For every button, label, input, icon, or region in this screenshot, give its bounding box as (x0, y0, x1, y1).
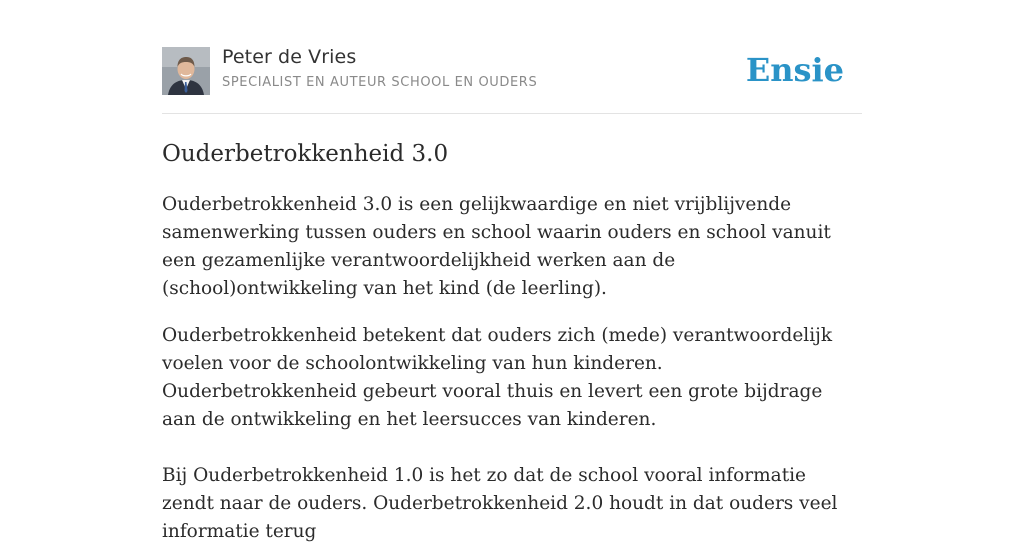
author-header (162, 46, 862, 114)
author-role: SPECIALIST EN AUTEUR SCHOOL EN OUDERS (222, 75, 538, 90)
article-paragraph: Ouderbetrokkenheid betekent dat ouders zich (mede) verantwoordelijk voelen voor de schoolontwikkeling van hun kinderen. Ouderbetrokkenheid gebeurt vooral thuis en levert een grote bijdrage aan de ontwikkeling en het leersucces van kinderen. (162, 325, 833, 430)
article-paragraph: Bij Ouderbetrokkenheid 1.0 is het zo dat de school vooral informatie zendt naar de ouders. Ouderbetrokkenheid 2.0 houdt in dat ouders veel informatie terug (162, 465, 838, 542)
article-title: Ouderbetrokkenheid 3.0 (162, 141, 449, 167)
author-name[interactable]: Peter de Vries (222, 46, 357, 68)
author-avatar[interactable] (162, 47, 210, 95)
article-paragraph: Ouderbetrokkenheid 3.0 is een gelijkwaardige en niet vrijblijvende samenwerking tussen ouders en school waarin ouders en school vanuit een gezamenlijke verantwoordelijkheid werken aan de (school)ontwikkeling van het kind (de leerling). (162, 194, 831, 299)
definition-card (162, 46, 862, 546)
avatar-portrait-icon (162, 47, 210, 95)
ensie-logo[interactable]: Ensie (745, 51, 844, 89)
